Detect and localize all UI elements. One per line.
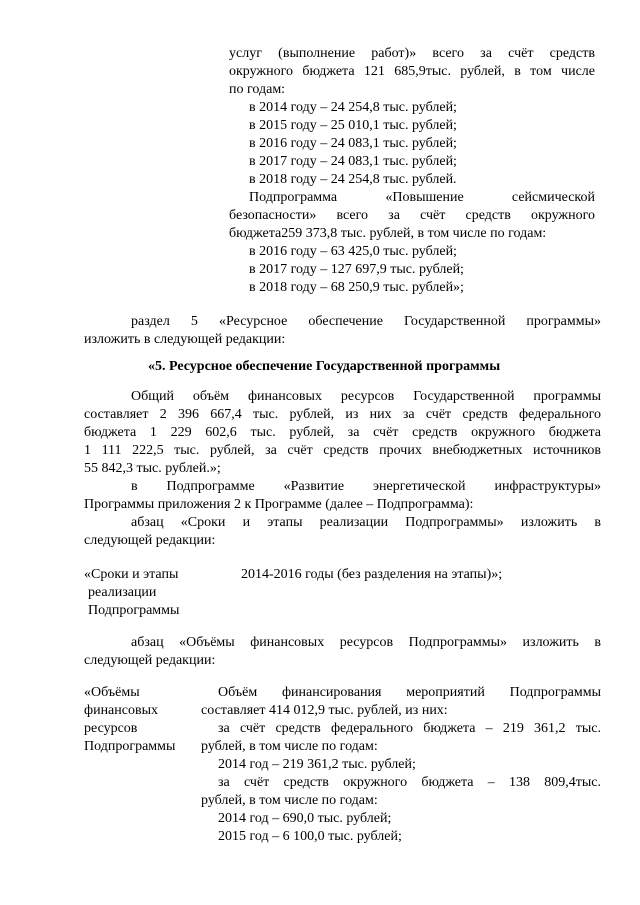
- terms-paragraph-line-2: следующей редакции:: [84, 533, 216, 548]
- total-para-line-1: Общий объём финансовых ресурсов Государственной программы: [131, 389, 601, 404]
- seismic-line-2: безопасности» всего за счёт средств окружного: [229, 208, 595, 223]
- section5-intro-line-2: изложить в следующей редакции:: [84, 332, 286, 347]
- district-budget-line: за счёт средств окружного бюджета – 138 809,4тыс.: [218, 775, 601, 790]
- district-2015-line: 2015 год – 6 100,0 тыс. рублей;: [218, 829, 402, 844]
- federal-2014-line: 2014 год – 219 361,2 тыс. рублей;: [218, 757, 416, 772]
- terms-value: 2014-2016 годы (без разделения на этапы)»;: [241, 567, 503, 582]
- year-2014-line: в 2014 году – 24 254,8 тыс. рублей;: [249, 100, 457, 115]
- year-2018-line: в 2018 году – 24 254,8 тыс. рублей.: [249, 172, 457, 187]
- volumes-label-line-4: Подпрограммы: [84, 739, 176, 754]
- section5-intro-line-1: раздел 5 «Ресурсное обеспечение Государственной программы»: [131, 314, 601, 329]
- seismic-2018-line: в 2018 году – 68 250,9 тыс. рублей»;: [249, 280, 464, 295]
- subprogram-line-1: в Подпрограмме «Развитие энергетической инфраструктуры»: [131, 479, 601, 494]
- top-line-1: услуг (выполнение работ)» всего за счёт средств: [229, 46, 595, 61]
- section5-heading: «5. Ресурсное обеспечение Государственной программы: [148, 359, 501, 374]
- total-para-line-4: 1 111 222,5 тыс. рублей, за счёт средств прочих внебюджетных источников: [84, 443, 601, 458]
- seismic-2017-line: в 2017 году – 127 697,9 тыс. рублей;: [249, 262, 464, 277]
- volumes-value-line-2: составляет 414 012,9 тыс. рублей, из них:: [201, 703, 448, 718]
- seismic-line-3: бюджета259 373,8 тыс. рублей, в том числе по годам:: [229, 226, 547, 241]
- district-2014-line: 2014 год – 690,0 тыс. рублей;: [218, 811, 392, 826]
- volumes-paragraph-line-2: следующей редакции:: [84, 653, 216, 668]
- total-para-line-3: бюджета 1 229 602,6 тыс. рублей, за счёт средств окружного бюджета: [84, 425, 601, 440]
- volumes-label-line-1: «Объёмы: [84, 685, 140, 700]
- top-line-3: по годам:: [229, 82, 286, 97]
- federal-budget-years-line: рублей, в том числе по годам:: [201, 739, 378, 754]
- federal-budget-line: за счёт средств федерального бюджета – 219 361,2 тыс.: [218, 721, 601, 736]
- seismic-line-1: Подпрограмма «Повышение сейсмической: [249, 190, 595, 205]
- year-2017-line: в 2017 году – 24 083,1 тыс. рублей;: [249, 154, 457, 169]
- terms-paragraph-line-1: абзац «Сроки и этапы реализации Подпрограммы» изложить в: [131, 515, 601, 530]
- top-line-2: окружного бюджета 121 685,9тыс. рублей, в том числе: [229, 64, 595, 79]
- terms-label-line-1: «Сроки и этапы: [84, 567, 179, 582]
- volumes-paragraph-line-1: абзац «Объёмы финансовых ресурсов Подпрограммы» изложить в: [131, 635, 601, 650]
- volumes-label-line-2: финансовых: [84, 703, 158, 718]
- terms-label-line-3: Подпрограммы: [88, 603, 180, 618]
- subprogram-line-2: Программы приложения 2 к Программе (далее – Подпрограмма):: [84, 497, 474, 512]
- terms-label-line-2: реализации: [88, 585, 157, 600]
- volumes-value-line-1: Объём финансирования мероприятий Подпрограммы: [218, 685, 601, 700]
- district-budget-years-line: рублей, в том числе по годам:: [201, 793, 378, 808]
- year-2015-line: в 2015 году – 25 010,1 тыс. рублей;: [249, 118, 457, 133]
- seismic-2016-line: в 2016 году – 63 425,0 тыс. рублей;: [249, 244, 457, 259]
- total-para-line-2: составляет 2 396 667,4 тыс. рублей, из них за счёт средств федерального: [84, 407, 601, 422]
- total-para-line-5: 55 842,3 тыс. рублей.»;: [84, 461, 221, 476]
- volumes-label-line-3: ресурсов: [84, 721, 138, 736]
- year-2016-line: в 2016 году – 24 083,1 тыс. рублей;: [249, 136, 457, 151]
